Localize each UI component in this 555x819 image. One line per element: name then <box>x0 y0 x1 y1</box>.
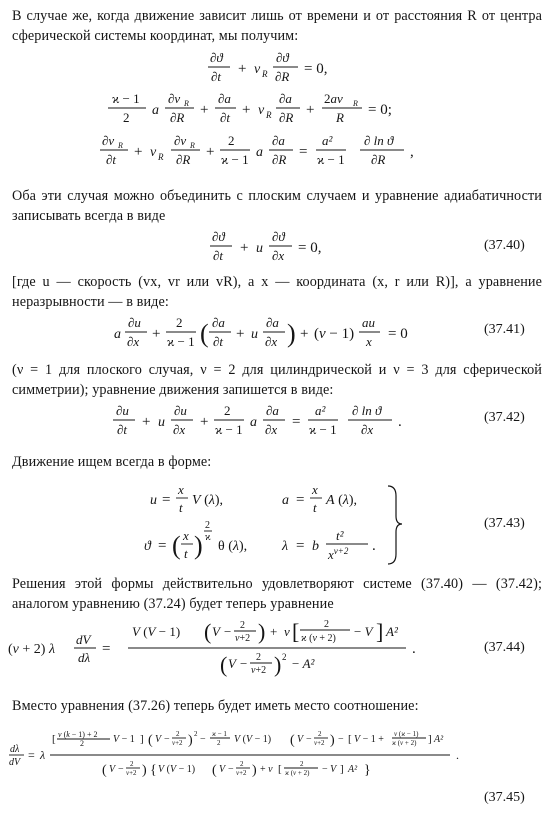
svg-text:∂ ln ϑ: ∂ ln ϑ <box>364 133 394 148</box>
svg-text:a: a <box>256 145 263 160</box>
svg-text:+: + <box>242 102 251 118</box>
svg-text:+: + <box>270 624 278 639</box>
svg-text:V: V <box>109 764 116 775</box>
svg-text:u: u <box>150 493 157 508</box>
svg-text:−: − <box>200 734 206 745</box>
svg-text:=: = <box>158 538 167 554</box>
svg-text:∂a: ∂a <box>212 315 225 330</box>
svg-text:(: ( <box>204 619 212 644</box>
svg-text:ϰ − 1: ϰ − 1 <box>167 334 195 349</box>
svg-text:∂R: ∂R <box>272 152 287 167</box>
equation-number-37-43: (37.43) <box>484 516 525 531</box>
svg-text:−: − <box>164 734 170 745</box>
svg-text:∂v: ∂v <box>168 91 181 106</box>
svg-text:=: = <box>102 641 111 657</box>
svg-text:.: . <box>398 414 402 430</box>
svg-text:t: t <box>184 546 188 561</box>
svg-text:x: x <box>178 482 184 497</box>
svg-text:ν+2: ν+2 <box>235 633 251 644</box>
svg-text:+: + <box>152 326 161 342</box>
svg-text:−: − <box>306 734 312 745</box>
svg-text:,: , <box>410 144 414 160</box>
equation-number-37-45: (37.45) <box>484 790 525 805</box>
svg-text:(: ( <box>200 319 209 348</box>
equation-number-37-41: (37.41) <box>484 322 525 337</box>
svg-text:∂a: ∂a <box>266 315 279 330</box>
svg-text:θ (λ),: θ (λ), <box>218 539 248 554</box>
svg-text:2: 2 <box>240 620 245 631</box>
svg-text:∂x: ∂x <box>265 422 278 437</box>
svg-text:{: { <box>150 763 157 778</box>
svg-text:− V: − V <box>354 624 373 639</box>
svg-text:∂t: ∂t <box>211 69 222 84</box>
svg-text:ν: ν <box>284 624 290 639</box>
svg-text:= 0,: = 0, <box>304 61 328 77</box>
svg-text:2: 2 <box>282 652 287 662</box>
svg-text:): ) <box>252 763 257 778</box>
svg-text:.: . <box>412 641 416 657</box>
svg-text:ϰ: ϰ <box>205 532 211 543</box>
svg-text:∂t: ∂t <box>213 334 224 349</box>
equation-37-44 <box>0 618 555 678</box>
svg-text:a: a <box>250 415 257 430</box>
svg-text:+: + <box>200 414 209 430</box>
equation-number-37-40: (37.40) <box>484 238 525 253</box>
svg-text:a: a <box>114 327 121 342</box>
svg-text:[: [ <box>348 733 352 745</box>
svg-text:2: 2 <box>123 110 130 125</box>
svg-text:2: 2 <box>240 760 244 768</box>
svg-text:2: 2 <box>205 520 210 531</box>
svg-text:+: + <box>206 144 215 160</box>
svg-text:R: R <box>118 141 123 150</box>
equation-37-43-svg <box>0 478 555 570</box>
svg-text:∂t: ∂t <box>117 422 128 437</box>
svg-text:R: R <box>266 110 272 120</box>
svg-text:ϰ − 1: ϰ − 1 <box>309 422 337 437</box>
svg-text:): ) <box>194 531 203 560</box>
svg-text:∂u: ∂u <box>116 403 129 418</box>
paragraph-form: Движение ищем всегда в форме: <box>12 454 212 470</box>
svg-text:∂R: ∂R <box>279 110 294 125</box>
svg-text:xν+2: $x^{\nu+2}$ <box>328 546 349 562</box>
svg-text:∂v: ∂v <box>102 133 115 148</box>
equation-37-41-svg <box>0 314 555 354</box>
svg-text:2: 2 <box>300 760 304 768</box>
svg-text:a: a <box>152 103 159 118</box>
svg-text:R: R <box>190 141 195 150</box>
svg-text:R: R <box>336 110 344 125</box>
svg-text:∂R: ∂R <box>170 110 185 125</box>
svg-text:=: = <box>28 748 35 762</box>
svg-text:a²: a² <box>315 403 326 418</box>
svg-text:=: = <box>296 538 305 554</box>
svg-text:ϰ − 1: ϰ − 1 <box>221 152 249 167</box>
paragraph-relation: Вместо уравнения (37.26) теперь будет иметь место соотношение: <box>12 698 419 714</box>
svg-text:ϰ (ν + 2): ϰ (ν + 2) <box>301 633 336 644</box>
svg-text:+: + <box>300 326 309 342</box>
svg-text:+: + <box>238 61 247 77</box>
svg-text:∂ϑ: ∂ϑ <box>210 50 223 65</box>
svg-text:V (λ),: V (λ), <box>192 493 223 508</box>
svg-text:V (V − 1): V (V − 1) <box>132 624 181 639</box>
svg-text:]: ] <box>376 619 384 644</box>
svg-text:V: V <box>155 734 162 745</box>
svg-text:ϰ (ν + 2): ϰ (ν + 2) <box>285 769 310 777</box>
svg-text:V: V <box>228 656 236 671</box>
svg-text:∂ϑ: ∂ϑ <box>272 229 285 244</box>
svg-text:[: [ <box>52 733 56 745</box>
svg-text:ϑ: ϑ <box>144 539 151 554</box>
svg-text:a: a <box>282 493 289 508</box>
svg-text:[: [ <box>278 763 282 775</box>
svg-text:R: R <box>158 152 164 162</box>
svg-text:∂v: ∂v <box>174 133 187 148</box>
svg-text:λ: λ <box>40 748 46 762</box>
svg-text:ν (k − 1) + 2: ν (k − 1) + 2 <box>58 730 98 739</box>
svg-text:+: + <box>240 240 249 256</box>
svg-text:∂x: ∂x <box>361 422 374 437</box>
equation-37-40 <box>0 228 555 268</box>
svg-text:=: = <box>299 144 308 160</box>
svg-text:A²: A² <box>434 734 444 745</box>
svg-text:2: 2 <box>130 760 134 768</box>
svg-text:ϰ − 1: ϰ − 1 <box>215 422 243 437</box>
svg-text:∂t: ∂t <box>106 152 117 167</box>
svg-text:}: } <box>364 763 371 778</box>
svg-text:.: . <box>372 538 376 554</box>
svg-text:ν+2: ν+2 <box>236 769 247 777</box>
svg-text:=: = <box>296 492 305 508</box>
svg-text:a²: a² <box>322 133 333 148</box>
svg-text:2av: 2av <box>324 91 343 106</box>
svg-text:ν (ϰ − 1): ν (ϰ − 1) <box>394 730 419 738</box>
svg-text:V (V − 1): V (V − 1) <box>234 734 272 745</box>
svg-text:(: ( <box>172 531 181 560</box>
svg-text:∂ϑ: ∂ϑ <box>276 50 289 65</box>
spherical-equations-svg <box>0 48 555 180</box>
svg-text:R: R <box>184 99 189 108</box>
svg-text:∂t: ∂t <box>220 110 231 125</box>
svg-text:+: + <box>236 326 245 342</box>
svg-text:v: v <box>254 62 261 77</box>
equation-37-44-svg <box>0 618 555 678</box>
paragraph-symmetry-cases: (ν = 1 для плоского случая, ν = 2 для цилиндрической и ν = 3 для сферической симметрии); уравнение движения запишется в виде: <box>12 362 542 398</box>
svg-text:−: − <box>228 764 234 775</box>
svg-text:A (λ),: A (λ), <box>326 493 357 508</box>
paragraph-intro-spherical: В случае же, когда движение зависит лишь от времени и от расстояния R от центра сферической системы координат, мы получим: <box>12 8 542 44</box>
svg-text:∂R: ∂R <box>371 152 386 167</box>
svg-text:− A²: − A² <box>292 656 315 671</box>
svg-text:= 0;: = 0; <box>368 102 392 118</box>
svg-text:dλ: dλ <box>10 744 20 755</box>
svg-text:∂R: ∂R <box>176 152 191 167</box>
svg-text:]: ] <box>428 733 432 745</box>
svg-text:(: ( <box>212 763 217 778</box>
svg-text:u: u <box>251 327 258 342</box>
svg-text:A²: A² <box>386 624 398 639</box>
svg-text:∂a: ∂a <box>272 133 285 148</box>
svg-text:+: + <box>200 102 209 118</box>
svg-text:(: ( <box>148 733 153 748</box>
svg-text:∂a: ∂a <box>279 91 292 106</box>
svg-text:∂x: ∂x <box>265 334 278 349</box>
svg-text:2: 2 <box>324 619 329 630</box>
svg-text:R: R <box>262 69 268 79</box>
svg-text:∂x: ∂x <box>272 248 285 263</box>
svg-text:u: u <box>256 241 263 256</box>
svg-text:x: x <box>183 528 189 543</box>
svg-text:b: b <box>312 539 319 554</box>
svg-text:−: − <box>118 764 124 775</box>
svg-text:t: t <box>179 500 183 515</box>
svg-text:dV: dV <box>76 632 91 647</box>
svg-text:+: + <box>306 102 315 118</box>
svg-text:x: x <box>366 334 372 349</box>
svg-text:dλ: dλ <box>78 650 91 665</box>
svg-text:− V: − V <box>322 764 337 775</box>
svg-text:ν+2: ν+2 <box>251 665 267 676</box>
svg-text:ϰ (ν + 2): ϰ (ν + 2) <box>392 739 417 747</box>
svg-text:∂ϑ: ∂ϑ <box>212 229 225 244</box>
svg-text:2: 2 <box>176 730 180 738</box>
svg-text:2: 2 <box>224 403 231 418</box>
svg-text:2: 2 <box>256 652 261 663</box>
svg-text:t²: t² <box>336 528 344 543</box>
svg-text:=: = <box>162 492 171 508</box>
svg-text:2: 2 <box>318 730 322 738</box>
equation-37-45-svg <box>0 728 555 788</box>
svg-text:= 0,: = 0, <box>298 240 322 256</box>
svg-text:2: 2 <box>217 739 221 747</box>
svg-text:v: v <box>258 103 265 118</box>
equation-number-37-44: (37.44) <box>484 640 525 655</box>
paragraph-continuity: [где u — скорость (vx, vr или vR), а x — координата (x, r или R)], а уравнение неразрывности — в виде: <box>12 274 542 310</box>
svg-text:ν+2: ν+2 <box>172 739 183 747</box>
svg-text:dV: dV <box>9 757 21 768</box>
equation-number-37-42: (37.42) <box>484 410 525 425</box>
svg-text:2: 2 <box>228 133 235 148</box>
svg-text:]: ] <box>140 733 144 745</box>
paragraph-solutions: Решения этой формы действительно удовлетворяют системе (37.40) — (37.42); аналогом уравнению (37.24) будет теперь уравнение <box>12 576 542 612</box>
svg-text:.: . <box>456 748 459 762</box>
svg-text:(ν + 2) λ: (ν + 2) λ <box>8 642 56 657</box>
svg-text:V: V <box>212 624 220 639</box>
svg-text:au: au <box>362 315 375 330</box>
svg-text:∂a: ∂a <box>266 403 279 418</box>
svg-text:+: + <box>134 144 143 160</box>
svg-text:∂x: ∂x <box>127 334 140 349</box>
svg-text:2: 2 <box>80 739 84 748</box>
svg-text:V (V − 1): V (V − 1) <box>158 764 196 775</box>
svg-text:2: 2 <box>194 730 198 738</box>
equation-37-43 <box>0 478 555 570</box>
svg-text:(: ( <box>220 652 228 677</box>
svg-text:): ) <box>142 763 147 778</box>
paragraph-adiabatic: Оба эти случая можно объединить с плоским случаем и уравнение адиабатичности записывать всегда в виде <box>12 188 542 224</box>
svg-text:∂t: ∂t <box>213 248 224 263</box>
svg-text:+: + <box>142 414 151 430</box>
svg-text:): ) <box>258 619 266 644</box>
svg-text:t: t <box>313 500 317 515</box>
svg-text:v: v <box>150 145 157 160</box>
svg-text:∂u: ∂u <box>128 315 141 330</box>
svg-text:−: − <box>240 656 248 671</box>
svg-text:∂a: ∂a <box>218 91 231 106</box>
svg-text:∂R: ∂R <box>275 69 290 84</box>
equation-37-45 <box>0 728 555 805</box>
equation-37-40-svg <box>0 228 555 268</box>
svg-text:=: = <box>292 414 301 430</box>
svg-text:∂u: ∂u <box>174 403 187 418</box>
svg-text:V: V <box>297 734 304 745</box>
svg-text:(: ( <box>102 763 107 778</box>
equation-37-42-svg <box>0 402 555 442</box>
svg-text:∂ ln ϑ: ∂ ln ϑ <box>352 403 382 418</box>
equation-block-spherical <box>0 48 555 180</box>
svg-text:): ) <box>330 733 335 748</box>
svg-text:ν+2: ν+2 <box>314 739 325 747</box>
svg-text:(ν − 1): (ν − 1) <box>314 326 355 342</box>
equation-37-42 <box>0 402 555 442</box>
svg-text:= 0: = 0 <box>388 326 408 342</box>
svg-text:A²: A² <box>348 764 358 775</box>
svg-text:−: − <box>338 734 344 745</box>
svg-text:λ: λ <box>282 539 289 554</box>
svg-text:ϰ − 1: ϰ − 1 <box>112 91 140 106</box>
equation-37-41 <box>0 314 555 354</box>
svg-text:x: x <box>312 482 318 497</box>
svg-text:+ ν: + ν <box>260 764 273 775</box>
svg-text:ν+2: ν+2 <box>126 769 137 777</box>
svg-text:2: 2 <box>176 315 183 330</box>
svg-text:ϰ − 1: ϰ − 1 <box>212 730 227 738</box>
svg-text:∂x: ∂x <box>173 422 186 437</box>
svg-text:): ) <box>287 319 296 348</box>
svg-text:u: u <box>158 415 165 430</box>
svg-text:V − 1 +: V − 1 + <box>354 734 384 745</box>
svg-text:[: [ <box>292 619 300 644</box>
svg-text:R: R <box>353 99 358 108</box>
svg-text:]: ] <box>340 763 344 775</box>
svg-text:V − 1: V − 1 <box>113 734 135 745</box>
svg-text:(: ( <box>290 733 295 748</box>
svg-text:ϰ − 1: ϰ − 1 <box>317 152 345 167</box>
svg-text:): ) <box>188 733 193 748</box>
svg-text:−: − <box>224 624 232 639</box>
svg-text:): ) <box>274 652 282 677</box>
svg-text:V: V <box>219 764 226 775</box>
